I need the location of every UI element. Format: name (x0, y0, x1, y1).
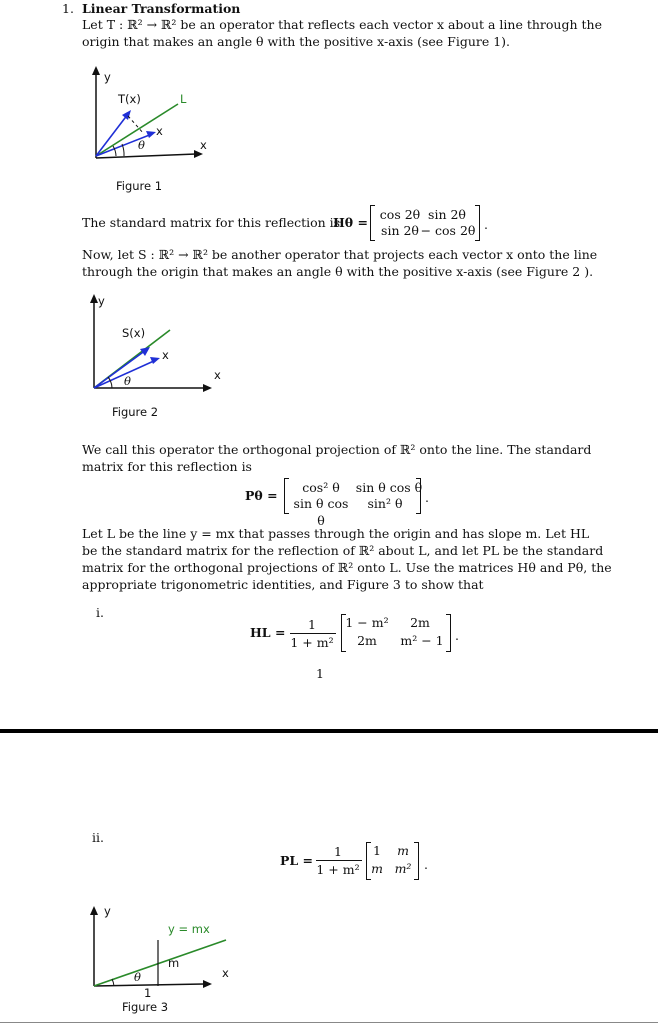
part-i-a11: 1 − m² (345, 615, 389, 630)
part-i-right-bracket (446, 614, 451, 652)
h-theta-label: Hθ = (333, 215, 368, 230)
p-theta-a22: sin² θ (367, 496, 403, 511)
part-ii-fraction-num: 1 (334, 844, 342, 859)
projection-line-1: Now, let S : ℝ² → ℝ² be another operator that projects each vector x onto the line (82, 247, 598, 262)
fig1-angle-label: θ (138, 138, 145, 152)
part-ii-lhs: PL = (280, 853, 314, 868)
part-ii-a11: 1 (373, 843, 381, 858)
fig1-y-label: y (104, 70, 111, 84)
task-line-1: Let L be the line y = mx that passes through the origin and has slope m. Let HL (82, 526, 590, 541)
call-line-2: matrix for this reflection is (82, 459, 252, 474)
fig2-y-label: y (98, 294, 105, 308)
fig3-line-label: y = mx (168, 922, 210, 936)
fig3-line-y-mx (94, 940, 226, 986)
fig3-y-arrowhead (90, 906, 98, 915)
bottom-rule (0, 1022, 658, 1023)
fig2-x-arrowhead (203, 384, 212, 392)
part-ii-a12: m (397, 843, 409, 858)
part-i-period: . (455, 628, 459, 643)
task-line-3: matrix for the orthogonal projections of ℝ² onto L. Use the matrices Hθ and Pθ, the (82, 560, 612, 575)
p-theta-label: Pθ = (245, 488, 278, 503)
figure-2-diagram (84, 288, 224, 396)
part-ii-a21: m (371, 861, 383, 876)
p-theta-period: . (425, 490, 429, 505)
part-ii-a22: m² (394, 861, 412, 876)
fig2-x-arrowhead-vec (150, 357, 160, 364)
problem-number: 1. (62, 1, 74, 16)
intro-line-1: Let T : ℝ² → ℝ² be an operator that reflects each vector x about a line through the (82, 17, 602, 32)
fig2-vector-sx (94, 350, 146, 388)
figure-3-caption: Figure 3 (122, 1000, 169, 1014)
h-theta-a11: cos 2θ (379, 207, 421, 222)
h-theta-right-bracket (475, 205, 480, 241)
figure-1-caption: Figure 1 (116, 179, 163, 193)
fig1-x-axis (96, 154, 196, 158)
part-i-fraction-den: 1 + m² (290, 635, 334, 650)
page-number: 1 (316, 666, 324, 681)
figure-3 (84, 900, 234, 1000)
figure-2-caption: Figure 2 (112, 405, 159, 419)
h-theta-a12: sin 2θ (428, 207, 466, 222)
part-ii-label: ii. (92, 830, 104, 845)
task-line-4: appropriate trigonometric identities, and Figure 3 to show that (82, 577, 484, 592)
fig2-angle-label: θ (124, 374, 131, 388)
fig2-y-arrowhead (90, 294, 98, 303)
fig1-tx-label: T(x) (118, 92, 141, 106)
figure-2 (84, 288, 224, 396)
fig1-x-arrowhead-vec (146, 131, 156, 138)
fig2-x-label: x (214, 368, 221, 382)
part-i-a22: m² − 1 (400, 633, 444, 648)
part-i-fraction-num: 1 (308, 617, 316, 632)
figure-1 (86, 62, 226, 172)
fig1-line-label: L (180, 92, 187, 106)
h-theta-a21: sin 2θ (381, 223, 419, 238)
p-theta-right-bracket (416, 478, 421, 514)
p-theta-a21: sin θ cos θ (293, 496, 349, 528)
matrix-intro-text: The standard matrix for this reflection is (82, 215, 341, 230)
fig3-y-label: y (104, 904, 111, 918)
fig1-line-L (96, 104, 178, 156)
part-ii-fraction-den: 1 + m² (316, 862, 360, 877)
part-ii-right-bracket (414, 842, 419, 880)
call-line-1: We call this operator the orthogonal projection of ℝ² onto the line. The standard (82, 442, 592, 457)
page-break-bar (0, 729, 658, 733)
h-theta-a22: − cos 2θ (420, 223, 476, 238)
part-i-a12: 2m (410, 615, 430, 630)
intro-line-2: origin that makes an angle θ with the positive x-axis (see Figure 1). (82, 34, 511, 49)
fig3-rise-label: m (168, 956, 180, 970)
fig2-angle-arc (108, 377, 112, 388)
fig3-x-label: x (222, 966, 229, 980)
fig1-x-label: x (200, 138, 207, 152)
part-i-label: i. (96, 605, 104, 620)
fig3-angle-label: θ (134, 970, 141, 984)
task-line-2: be the standard matrix for the reflection of ℝ² about L, and let PL be the standard (82, 543, 604, 558)
h-theta-period: . (484, 217, 488, 232)
p-theta-a12: sin θ cos θ (355, 480, 423, 495)
projection-line-2: through the origin that makes an angle θ with the positive x-axis (see Figure 2 ). (82, 264, 594, 279)
fig1-y-arrowhead (92, 66, 100, 75)
p-theta-a11: cos² θ (302, 480, 340, 495)
fig3-run-label: 1 (144, 986, 152, 1000)
problem-title: Linear Transformation (82, 1, 241, 16)
part-ii-period: . (424, 857, 428, 872)
fig3-x-arrowhead (203, 980, 212, 988)
part-i-lhs: HL = (250, 625, 286, 640)
part-i-a21: 2m (357, 633, 377, 648)
fig1-vec-label: x (156, 124, 163, 138)
fig2-vec-label: x (162, 348, 169, 362)
fig2-sx-label: S(x) (122, 326, 146, 340)
